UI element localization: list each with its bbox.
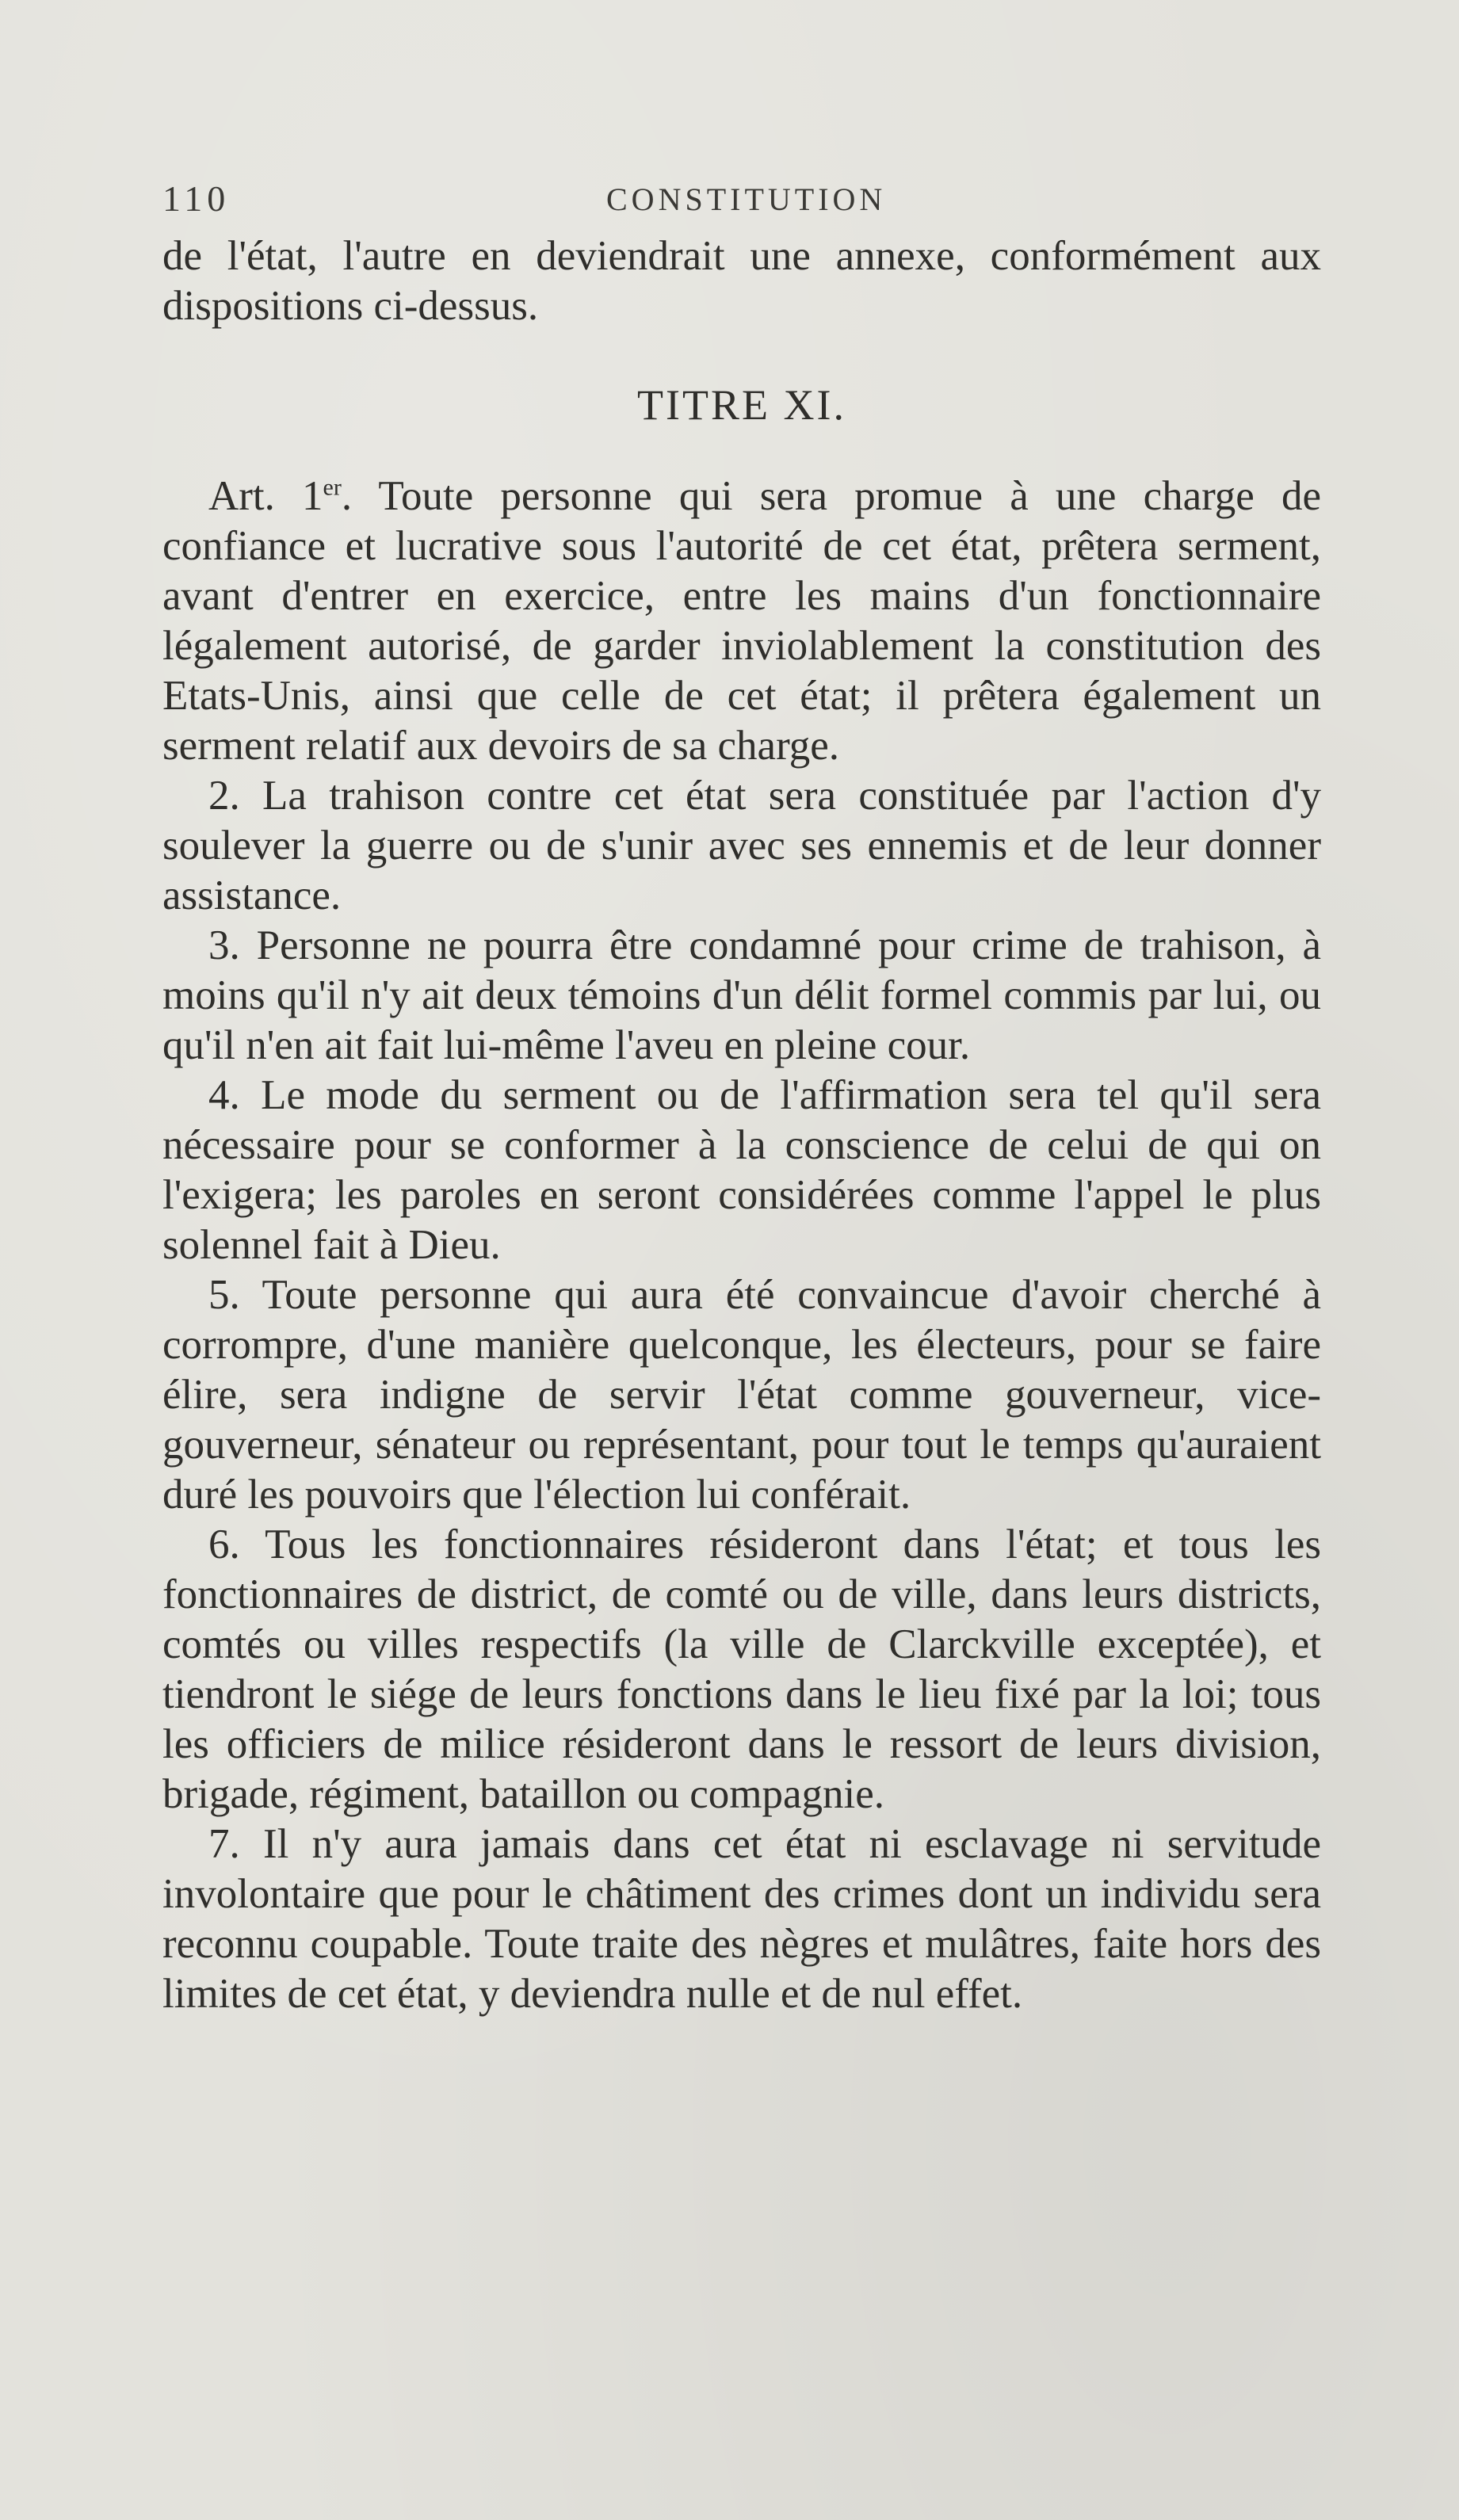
article-label-superscript: er [323,474,342,501]
continuation-paragraph: de l'état, l'autre en deviendrait une annexe, conformément aux dispositions ci-dessus. [162,233,1321,329]
article-label: Art. 1 [208,473,323,519]
page-number: 110 [162,178,231,219]
body-text [162,231,1321,2019]
article-text: Toute personne qui sera promue à une charge de confiance et lucrative sous l'autorité de cet état, prêtera serment, avant d'entrer en exercice, entre les mains d'un fonctionnaire légalement autorisé, de garder inviolablement la constitution des Etats-Unis, ainsi que celle de cet état; il prêtera également un serment relatif aux devoirs de sa charge. [162,473,1322,769]
article-text: Personne ne pourra être condamné pour crime de trahison, à moins qu'il n'y ait deux témoins d'un délit formel commis par lui, ou qu'il n'en ait fait lui-même l'aveu en pleine cour. [162,922,1321,1068]
article-label: 5. [208,1272,262,1318]
article-label: 7. [208,1821,263,1867]
article-label-tail: . [341,473,379,519]
article-text: Il n'y aura jamais dans cet état ni esclavage ni servitude involontaire que pour le châtiment des crimes dont un individu sera reconnu coupable. Toute traite des nègres et mulâtres, faite hors des limites de cet état, y deviendra nulle et de nul effet. [162,1821,1321,2017]
article-5 [162,1270,1321,1520]
article-text: La trahison contre cet état sera constituée par l'action d'y soulever la guerre ou de s'unir avec ses ennemis et de leur donner assistance. [162,773,1322,918]
section-heading: TITRE XI. [637,381,846,429]
article-label: 3. [208,922,257,968]
article-text: Tous les fonctionnaires résideront dans l'état; et tous les fonctionnaires de district, de comté ou de ville, dans leurs districts, comtés ou villes respectifs (la ville de Clarckville exceptée), et tiendront le siége de leurs fonctions dans le lieu fixé par la loi; tous les officiers de milice résideront dans le ressort de leurs division, brigade, régiment, bataillon ou compagnie. [162,1522,1321,1817]
article-4 [162,1071,1321,1270]
article-text: Le mode du serment ou de l'affirmation sera tel qu'il sera nécessaire pour se conformer à la conscience de celui de qui on l'exigera; les paroles en seront considérées comme l'appel le plus solennel fait à Dieu. [162,1072,1322,1268]
article-3 [162,921,1321,1071]
article-2 [162,771,1321,921]
article-6 [162,1520,1321,1819]
running-title: CONSTITUTION [606,181,887,217]
article-label: 4. [208,1072,262,1118]
running-head [162,178,1320,225]
article-label: 2. [208,773,263,819]
article-1 [162,472,1321,771]
article-7 [162,1819,1321,2019]
article-text: Toute personne qui aura été convaincue d'avoir cherché à corrompre, d'une manière quelconque, les électeurs, pour se faire élire, sera indigne de servir l'état comme gouverneur, vice-gouverneur, sénateur ou représentant, pour tout le temps qu'auraient duré les pouvoirs que l'élection lui conférait. [162,1272,1321,1518]
article-label: 6. [208,1522,265,1567]
